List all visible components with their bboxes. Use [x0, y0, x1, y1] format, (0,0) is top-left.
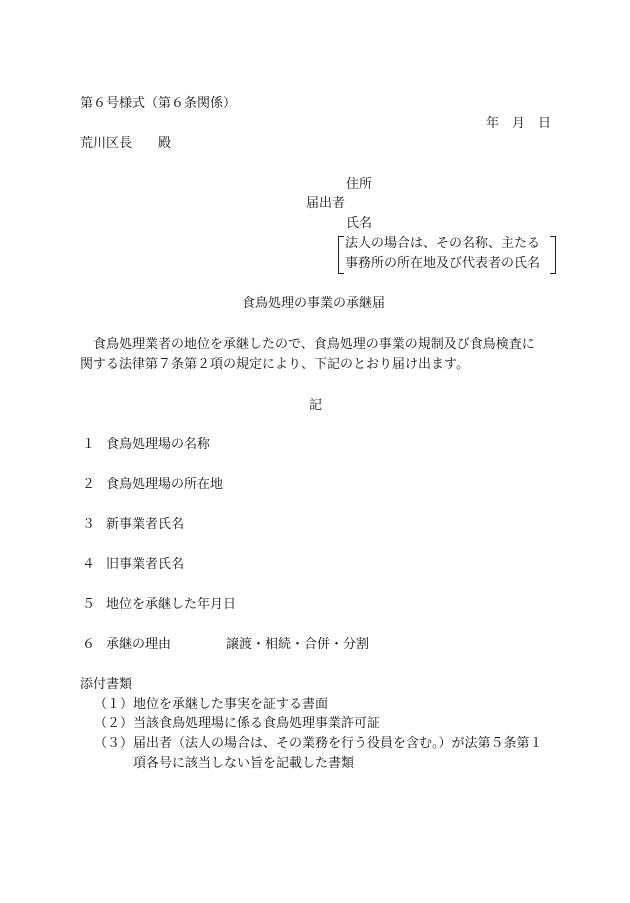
attachment-number: （２） — [94, 716, 134, 731]
date-line: 年 月 日 — [486, 116, 552, 131]
succession-reason-options: 譲渡・相続・合併・分割 — [226, 637, 370, 652]
attachment-number: （３） — [94, 736, 134, 751]
item-label: 承継の理由 — [106, 637, 172, 652]
item-number: ４ — [82, 557, 96, 572]
attachment-text-continuation: 項各号に該当しない旨を記載した書類 — [133, 756, 355, 771]
bracket-right — [550, 236, 556, 274]
item-label: 地位を承継した年月日 — [106, 597, 237, 612]
attachment-number: （１） — [94, 697, 134, 712]
item-label: 食鳥処理場の名称 — [106, 437, 211, 452]
attachments-heading: 添付書類 — [80, 677, 133, 692]
name-label: 氏名 — [346, 216, 373, 231]
address-label: 住所 — [346, 177, 373, 192]
item-label: 食鳥処理場の所在地 — [106, 477, 224, 492]
addressee: 荒川区長 殿 — [80, 136, 172, 151]
attachment-text: 地位を承継した事実を証する書面 — [133, 697, 329, 712]
item-number: ５ — [82, 597, 96, 612]
item-number: ２ — [82, 477, 96, 492]
corporate-note-line2: 事務所の所在地及び代表者の氏名 — [345, 256, 541, 271]
item-number: １ — [82, 437, 96, 452]
item-number: ３ — [82, 517, 96, 532]
document-title: 食鳥処理の事業の承継届 — [242, 296, 386, 311]
item-label: 新事業者氏名 — [106, 517, 185, 532]
ki-heading: 記 — [309, 398, 323, 413]
corporate-note-line1: 法人の場合は、その名称、主たる — [345, 236, 541, 251]
body-line-1: 食鳥処理業者の地位を承継したので、食鳥処理の事業の規制及び食鳥検査に — [93, 337, 535, 352]
attachment-text: 当該食鳥処理場に係る食鳥処理事業許可証 — [133, 716, 381, 731]
bracket-left — [338, 236, 344, 274]
item-label: 旧事業者氏名 — [106, 557, 185, 572]
form-number: 第６号様式（第６条関係） — [80, 96, 237, 111]
notifier-label: 届出者 — [306, 196, 346, 211]
item-number: ６ — [82, 637, 96, 652]
attachment-text: 届出者（法人の場合は、その業務を行う役員を含む。）が法第５条第１ — [133, 736, 543, 751]
body-line-2: 関する法律第７条第２項の規定により、下記のとおり届け出ます。 — [80, 357, 469, 372]
